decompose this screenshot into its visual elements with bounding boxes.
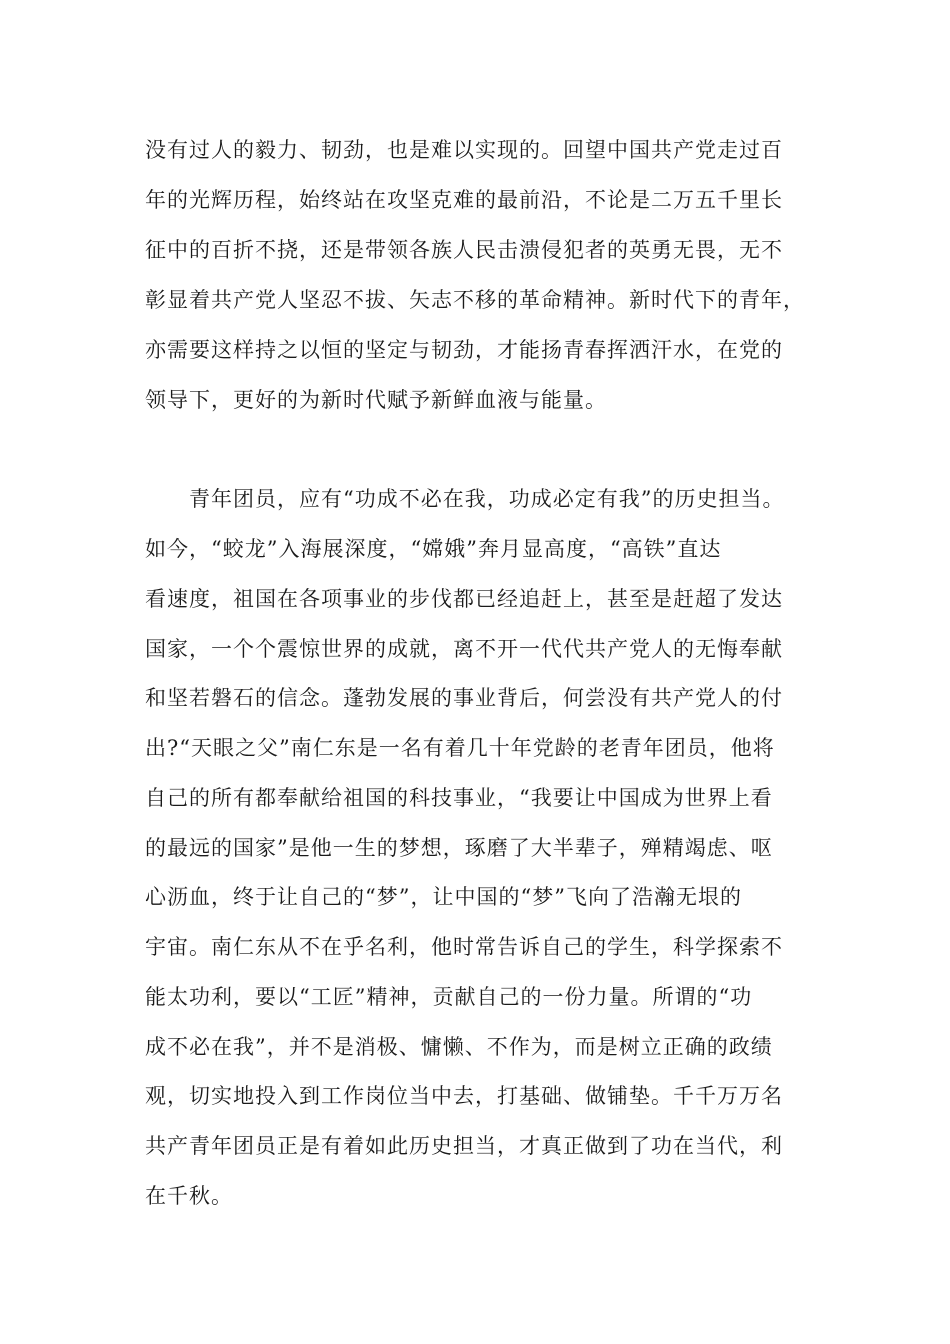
text-line: 的最远的国家”是他一生的梦想，琢磨了大半辈子，殚精竭虑、呕 <box>145 836 773 860</box>
text-line: 成不必在我”，并不是消极、慵懒、不作为，而是树立正确的政绩 <box>145 1035 773 1059</box>
text-line: 观，切实地投入到工作岗位当中去，打基础、做铺垫。千千万万名 <box>145 1084 783 1108</box>
text-line: 能太功利，要以“工匠”精神，贡献自己的一份力量。所谓的“功 <box>145 985 753 1009</box>
text-line: 看速度，祖国在各项事业的步伐都已经追赶上，甚至是赶超了发达 <box>145 587 783 611</box>
text-line: 出?“天眼之父”南仁东是一名有着几十年党龄的老青年团员，他将 <box>145 736 775 760</box>
text-line: 自己的所有都奉献给祖国的科技事业，“我要让中国成为世界上看 <box>145 786 773 810</box>
text-line: 年的光辉历程，始终站在攻坚克难的最前沿，不论是二万五千里长 <box>145 188 783 212</box>
text-line: 心沥血，终于让自己的“梦”，让中国的“梦”飞向了浩瀚无垠的 <box>145 885 742 909</box>
text-line: 领导下，更好的为新时代赋予新鲜血液与能量。 <box>145 388 607 412</box>
text-line: 亦需要这样持之以恒的坚定与韧劲，才能扬青春挥洒汗水，在党的 <box>145 338 783 362</box>
text-line: 如今，“蛟龙”入海展深度，“嫦娥”奔月显高度，“高铁”直达 <box>145 537 722 561</box>
text-line: 共产青年团员正是有着如此历史担当，才真正做到了功在当代，利 <box>145 1134 783 1158</box>
text-line: 青年团员，应有“功成不必在我，功成必定有我”的历史担当。 <box>145 487 785 511</box>
text-line: 和坚若磐石的信念。蓬勃发展的事业背后，何尝没有共产党人的付 <box>145 686 783 710</box>
text-line: 宇宙。南仁东从不在乎名利，他时常告诉自己的学生，科学探索不 <box>145 935 783 959</box>
text-line: 没有过人的毅力、韧劲，也是难以实现的。回望中国共产党走过百 <box>145 138 783 162</box>
text-line: 彰显着共产党人坚忍不拔、矢志不移的革命精神。新时代下的青年， <box>145 288 805 312</box>
text-line: 国家，一个个震惊世界的成就，离不开一代代共产党人的无悔奉献 <box>145 637 783 661</box>
text-line: 征中的百折不挠，还是带领各族人民击溃侵犯者的英勇无畏，无不 <box>145 238 783 262</box>
text-line: 在千秋。 <box>145 1184 233 1208</box>
